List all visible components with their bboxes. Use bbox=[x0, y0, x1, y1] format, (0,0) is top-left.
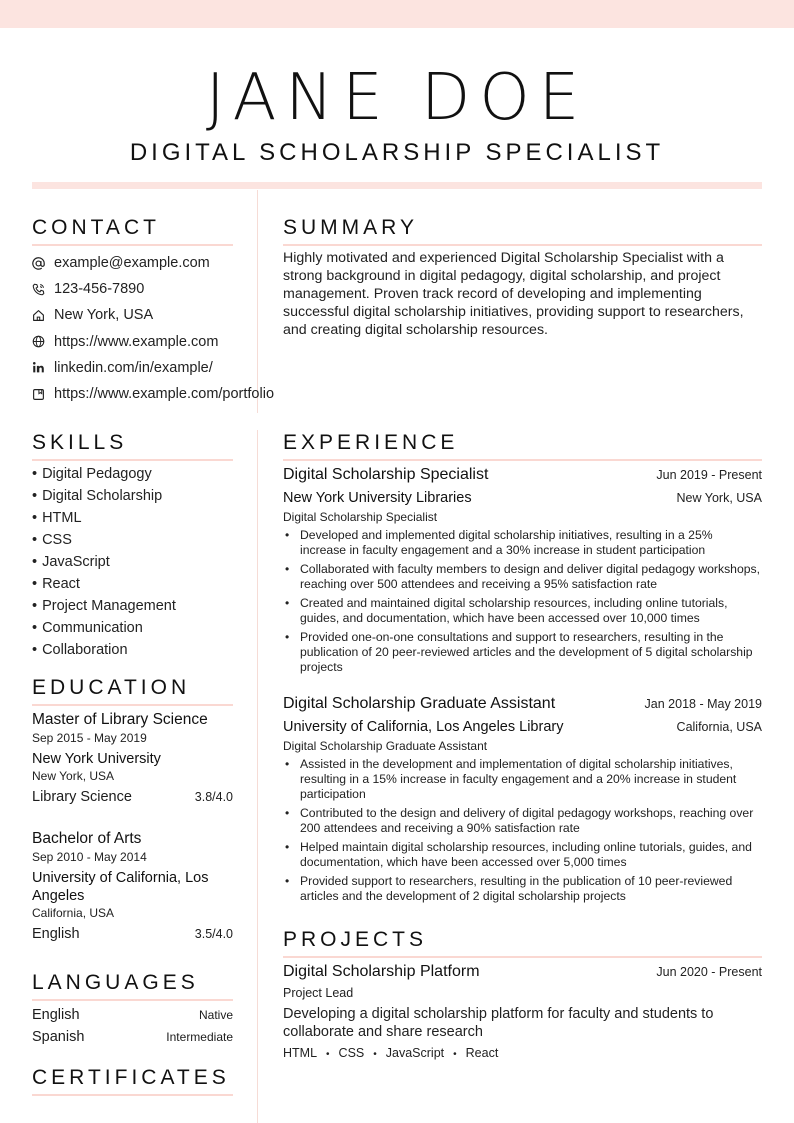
projects-heading: PROJECTS bbox=[283, 928, 762, 958]
tech-item: JavaScript bbox=[385, 1046, 445, 1060]
job-bullets bbox=[283, 528, 762, 675]
language-item bbox=[32, 1004, 233, 1026]
education-location: New York, USA bbox=[32, 769, 115, 783]
summary-heading: SUMMARY bbox=[283, 216, 762, 246]
job-title: DIGITAL SCHOLARSHIP SPECIALIST bbox=[129, 139, 665, 166]
company: New York University Libraries bbox=[283, 490, 472, 506]
home-icon bbox=[32, 309, 45, 322]
skill-item: • React bbox=[32, 576, 80, 592]
job-role: Digital Scholarship Graduate Assistant bbox=[283, 739, 488, 753]
field-of-study: Library Science bbox=[32, 789, 132, 805]
top-accent-band bbox=[0, 0, 794, 28]
bullet-item: • Provided one-on-one consultations and support to researchers, resulting in the publication of 20 peer-reviewed articles and the development of 5 digital scholarship projects bbox=[285, 630, 753, 674]
linkedin-icon bbox=[32, 361, 45, 374]
skill-item: • Communication bbox=[32, 620, 143, 636]
header-divider bbox=[32, 182, 762, 189]
project-description: Developing a digital scholarship platform for faculty and students to collaborate and share research bbox=[283, 1006, 714, 1040]
languages-list bbox=[32, 1004, 233, 1048]
contact-email-text: example@example.com bbox=[54, 255, 210, 272]
contact-portfolio-text: https://www.example.com/portfolio bbox=[54, 386, 275, 403]
gpa: 3.5/4.0 bbox=[194, 927, 233, 941]
language-name: Spanish bbox=[32, 1029, 85, 1045]
education-entry bbox=[32, 710, 233, 807]
bullet-item: • Developed and implemented digital scholarship initiatives, resulting in a 25% increase in faculty engagement and a 30% increase in student participation bbox=[285, 528, 713, 557]
bullet-item: • Provided support to researchers, resulting in the publication of 10 peer-reviewed articles and the development of 2 digital scholarship projects bbox=[285, 874, 733, 903]
bullet-item: • Collaborated with faculty members to design and deliver digital pedagogy workshops, reaching over 500 attendees and receiving a 95% satisfaction rate bbox=[285, 562, 760, 591]
education-heading: EDUCATION bbox=[32, 676, 233, 706]
tech-item: React bbox=[465, 1046, 499, 1060]
bullet-item: • Created and maintained digital scholarship resources, including online tutorials, guides, and documentation, which have been accessed over 10,000 times bbox=[285, 596, 728, 625]
job-dates: Jan 2018 - May 2019 bbox=[644, 697, 762, 711]
degree: Master of Library Science bbox=[32, 711, 208, 728]
language-item bbox=[32, 1026, 233, 1048]
skills-heading: SKILLS bbox=[32, 431, 233, 461]
language-name: English bbox=[32, 1007, 80, 1023]
contact-linkedin[interactable] bbox=[32, 355, 332, 381]
skill-item: • JavaScript bbox=[32, 554, 110, 570]
job-location: California, USA bbox=[676, 720, 762, 734]
education-field-row bbox=[32, 787, 233, 807]
field-of-study: English bbox=[32, 926, 80, 942]
contact-linkedin-text: linkedin.com/in/example/ bbox=[54, 359, 213, 376]
job-title: Digital Scholarship Specialist bbox=[283, 466, 489, 483]
certificates-heading: CERTIFICATES bbox=[32, 1066, 233, 1096]
experience-entry bbox=[283, 465, 762, 679]
portfolio-icon bbox=[32, 388, 45, 401]
contact-portfolio[interactable] bbox=[32, 381, 332, 407]
job-role: Digital Scholarship Specialist bbox=[283, 510, 438, 524]
contact-heading: CONTACT bbox=[32, 216, 233, 246]
phone-icon bbox=[32, 283, 45, 296]
project-dates: Jun 2020 - Present bbox=[656, 965, 762, 979]
bullet-item: • Contributed to the design and delivery of digital pedagogy workshops, reaching over 200 attendees and receiving a 90% satisfaction rate bbox=[285, 806, 754, 835]
job-dates: Jun 2019 - Present bbox=[656, 468, 762, 482]
contact-website-text: https://www.example.com bbox=[54, 333, 219, 350]
education-entry bbox=[32, 829, 233, 944]
skill-item: • Project Management bbox=[32, 598, 176, 614]
education-field-row bbox=[32, 924, 233, 944]
experience-entry bbox=[283, 694, 762, 908]
job-bullets bbox=[283, 757, 762, 904]
language-level: Native bbox=[198, 1008, 233, 1022]
company: University of California, Los Angeles Library bbox=[283, 719, 564, 735]
job-location: New York, USA bbox=[676, 491, 762, 505]
school: University of California, Los Angeles bbox=[32, 870, 209, 904]
education-location: California, USA bbox=[32, 906, 115, 920]
skills-list bbox=[32, 463, 242, 661]
gpa: 3.8/4.0 bbox=[194, 790, 233, 804]
project-entry bbox=[283, 962, 762, 1064]
skill-item: • Collaboration bbox=[32, 642, 128, 658]
column-divider-bottom bbox=[257, 430, 258, 1123]
contact-location-text: New York, USA bbox=[54, 307, 154, 324]
skill-item: • Digital Scholarship bbox=[32, 488, 163, 504]
degree: Bachelor of Arts bbox=[32, 830, 142, 847]
summary-text: Highly motivated and experienced Digital Scholarship Specialist with a strong background in digital pedagogy, digital scholarship, and project management. Proven track record of developing and implementing successful digital scholarship initiatives, providing support to researchers, and creating digital scholarship resources. bbox=[283, 250, 744, 338]
project-role: Project Lead bbox=[283, 986, 354, 1000]
candidate-name: JANE DOE bbox=[205, 61, 589, 135]
bullet-item: • Helped maintain digital scholarship resources, including online tutorials, guides, and documentation, which have been accessed over 5,000 times bbox=[285, 840, 752, 869]
skill-item: • HTML bbox=[32, 510, 82, 526]
contact-phone-text: 123-456-7890 bbox=[54, 281, 145, 298]
education-dates: Sep 2015 - May 2019 bbox=[32, 731, 147, 745]
at-icon bbox=[32, 257, 45, 270]
experience-heading: EXPERIENCE bbox=[283, 431, 762, 461]
languages-heading: LANGUAGES bbox=[32, 971, 233, 1001]
education-dates: Sep 2010 - May 2014 bbox=[32, 850, 147, 864]
project-name: Digital Scholarship Platform bbox=[283, 963, 480, 980]
language-level: Intermediate bbox=[166, 1030, 233, 1044]
skill-item: • CSS bbox=[32, 532, 72, 548]
tech-item: HTML bbox=[283, 1046, 318, 1060]
job-title: Digital Scholarship Graduate Assistant bbox=[283, 695, 556, 712]
project-tech-list: HTML • CSS • JavaScript • React bbox=[283, 1046, 499, 1060]
skill-item: • Digital Pedagogy bbox=[32, 466, 152, 482]
globe-icon bbox=[32, 335, 45, 348]
bullet-item: • Assisted in the development and implementation of digital scholarship initiatives, resulting in a 15% increase in faculty engagement and a 20% increase in student participation bbox=[285, 757, 737, 801]
school: New York University bbox=[32, 751, 161, 767]
tech-item: CSS bbox=[338, 1046, 365, 1060]
